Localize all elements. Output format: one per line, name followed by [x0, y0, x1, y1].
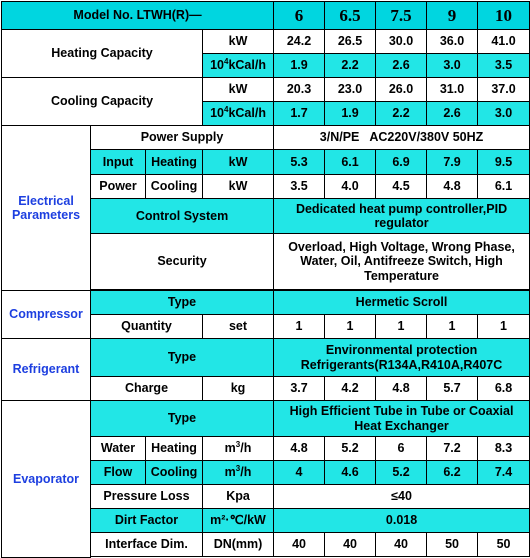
value-cell: 5.7	[427, 377, 478, 401]
value-cell: 1	[478, 315, 530, 339]
value-cell: 2.2	[325, 54, 376, 78]
spec-table	[1, 1, 530, 558]
header-row	[2, 2, 530, 30]
value-cell: 6.2	[427, 461, 478, 485]
unit-cell: kW	[203, 150, 274, 175]
value-cell: 4.8	[376, 377, 427, 401]
value-cell: 2.2	[376, 102, 427, 126]
model-col: 10	[478, 2, 530, 30]
compressor-type-value: Hermetic Scroll	[274, 291, 530, 315]
value-cell: 4.5	[376, 175, 427, 199]
pressure-loss-label: Pressure Loss	[91, 485, 203, 509]
value-cell: 6.9	[376, 150, 427, 175]
cooling-capacity-label: Cooling Capacity	[2, 78, 203, 126]
value-cell: 6.1	[478, 175, 530, 199]
value-cell: 1.9	[325, 102, 376, 126]
control-system-value: Dedicated heat pump controller,PID regulator	[274, 199, 530, 234]
cooling-label: Cooling	[146, 461, 203, 485]
value-cell: 50	[478, 533, 530, 557]
value-cell: 5.2	[325, 437, 376, 461]
value-cell: 40	[274, 533, 325, 557]
model-col: 6	[274, 2, 325, 30]
input-label: Input	[91, 150, 146, 175]
unit-cell: $m^3/h$	[203, 437, 274, 461]
value-cell: 1.9	[274, 54, 325, 78]
value-cell: 20.3	[274, 78, 325, 102]
refrigerant-type-label: Type	[91, 339, 274, 377]
heating-label: Heating	[146, 150, 203, 175]
value-cell: 3.0	[427, 54, 478, 78]
value-cell: 23.0	[325, 78, 376, 102]
dirt-factor-value: 0.018	[274, 509, 530, 533]
dirt-factor-label: Dirt Factor	[91, 509, 203, 533]
heating-label: Heating	[146, 437, 203, 461]
model-col: 9	[427, 2, 478, 30]
security-value: Overload, High Voltage, Wrong Phase, Water, Oil, Antifreeze Switch, High Temperature	[274, 234, 530, 290]
unit-cell: kW	[203, 175, 274, 199]
power-label: Power	[91, 175, 146, 199]
value-cell: 7.4	[478, 461, 530, 485]
value-cell: 50	[427, 533, 478, 557]
value-cell: 3.7	[274, 377, 325, 401]
value-cell: 8.3	[478, 437, 530, 461]
value-cell: 41.0	[478, 30, 530, 54]
value-cell: 4.8	[427, 175, 478, 199]
evaporator-type-row	[2, 401, 530, 437]
value-cell: 2.6	[427, 102, 478, 126]
evaporator-category: Evaporator	[2, 401, 91, 558]
unit-cell: m²·℃/kW	[203, 509, 274, 533]
value-cell: 26.0	[376, 78, 427, 102]
power-supply-label: Power Supply	[91, 126, 274, 150]
electrical-category: Electrical Parameters	[2, 126, 91, 291]
value-cell: 7.9	[427, 150, 478, 175]
unit-cell: $10^4kCal/h$	[203, 54, 274, 78]
evaporator-type-value: High Efficient Tube in Tube or Coaxial Heat Exchanger	[274, 401, 530, 437]
model-col: 6.5	[325, 2, 376, 30]
value-cell: 30.0	[376, 30, 427, 54]
quantity-label: Quantity	[91, 315, 203, 339]
value-cell: 4.0	[325, 175, 376, 199]
evaporator-type-label: Type	[91, 401, 274, 437]
value-cell: 1.7	[274, 102, 325, 126]
value-cell: 4.8	[274, 437, 325, 461]
unit-cell: $10^4kCal/h$	[203, 102, 274, 126]
pressure-loss-value: ≤40	[274, 485, 530, 509]
unit-cell: $m^3/h$	[203, 461, 274, 485]
value-cell: 1	[376, 315, 427, 339]
value-cell: 9.5	[478, 150, 530, 175]
security-label: Security	[91, 234, 274, 290]
flow-label: Flow	[91, 461, 146, 485]
refrigerant-type-value: Environmental protection Refrigerants(R134A,R410A,R407C	[274, 339, 530, 377]
unit-cell: kW	[203, 78, 274, 102]
value-cell: 6.1	[325, 150, 376, 175]
value-cell: 7.2	[427, 437, 478, 461]
refrigerant-type-row	[2, 339, 530, 377]
value-cell: 24.2	[274, 30, 325, 54]
compressor-type-row	[2, 291, 530, 315]
cooling-label: Cooling	[146, 175, 203, 199]
heating-capacity-label: Heating Capacity	[2, 30, 203, 78]
value-cell: 26.5	[325, 30, 376, 54]
interface-label: Interface Dim.	[91, 533, 203, 557]
unit-cell: kW	[203, 30, 274, 54]
power-supply-row	[2, 126, 530, 150]
refrigerant-category: Refrigerant	[2, 339, 91, 401]
value-cell: 40	[376, 533, 427, 557]
value-cell: 3.5	[274, 175, 325, 199]
cooling-kw-row	[2, 78, 530, 102]
heating-kw-row	[2, 30, 530, 54]
value-cell: 3.5	[478, 54, 530, 78]
value-cell: 1	[325, 315, 376, 339]
power-supply-value: 3/N/PE AC220V/380V 50HZ	[274, 126, 530, 150]
model-label: Model No. LTWH(R)—	[2, 2, 274, 30]
unit-cell: kg	[203, 377, 274, 401]
model-col: 7.5	[376, 2, 427, 30]
charge-label: Charge	[91, 377, 203, 401]
value-cell: 4	[274, 461, 325, 485]
control-system-label: Control System	[91, 199, 274, 234]
unit-cell: set	[203, 315, 274, 339]
value-cell: 5.3	[274, 150, 325, 175]
value-cell: 4.2	[325, 377, 376, 401]
unit-cell: DN(mm)	[203, 533, 274, 557]
unit-cell: Kpa	[203, 485, 274, 509]
compressor-type-label: Type	[91, 291, 274, 315]
value-cell: 36.0	[427, 30, 478, 54]
value-cell: 37.0	[478, 78, 530, 102]
value-cell: 4.6	[325, 461, 376, 485]
water-label: Water	[91, 437, 146, 461]
value-cell: 1	[274, 315, 325, 339]
value-cell: 6	[376, 437, 427, 461]
value-cell: 6.8	[478, 377, 530, 401]
value-cell: 3.0	[478, 102, 530, 126]
value-cell: 5.2	[376, 461, 427, 485]
value-cell: 2.6	[376, 54, 427, 78]
compressor-category: Compressor	[2, 291, 91, 339]
value-cell: 31.0	[427, 78, 478, 102]
value-cell: 40	[325, 533, 376, 557]
value-cell: 1	[427, 315, 478, 339]
